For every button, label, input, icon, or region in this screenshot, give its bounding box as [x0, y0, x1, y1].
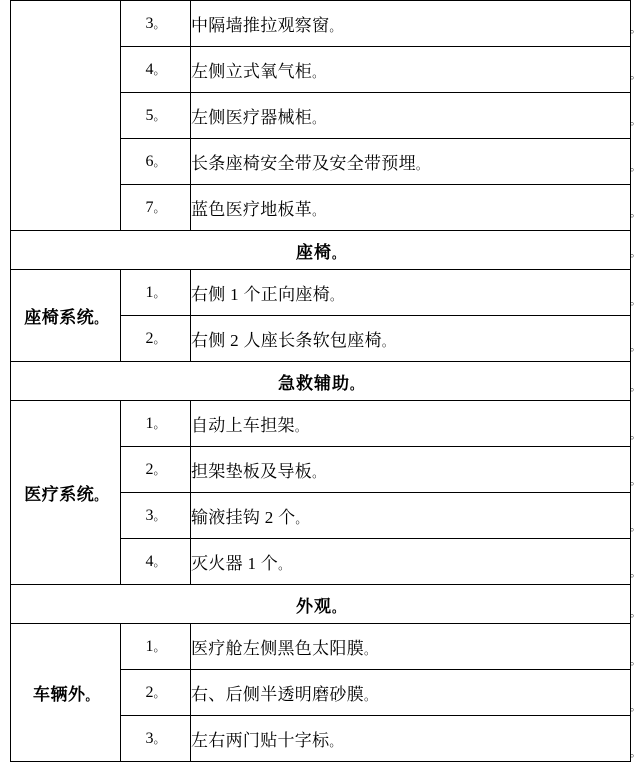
row-number: 4 。 [121, 539, 191, 585]
edge-mark: 。 [630, 429, 641, 441]
row-number: 3 。 [121, 716, 191, 762]
section-header-row [11, 585, 631, 624]
edge-mark: 。 [630, 607, 641, 619]
edge-mark: 。 [630, 115, 641, 127]
row-description: 中隔墙推拉观察窗 。 [191, 1, 631, 47]
row-description: 右侧 1 个正向座椅 。 [191, 270, 631, 316]
edge-mark: 。 [630, 747, 641, 759]
row-number: 3 。 [121, 1, 191, 47]
row-description: 右侧 2 人座长条软包座椅 。 [191, 316, 631, 362]
edge-mark: 。 [630, 655, 641, 667]
specification-table [10, 0, 631, 762]
section-header-appearance: 外观 。 [11, 585, 631, 624]
row-description: 左侧医疗器械柜 。 [191, 93, 631, 139]
section-header-row [11, 231, 631, 270]
edge-mark: 。 [630, 247, 641, 259]
row-number: 5 。 [121, 93, 191, 139]
row-number: 2 。 [121, 447, 191, 493]
edge-mark: 。 [630, 69, 641, 81]
edge-mark: 。 [630, 23, 641, 35]
row-number: 1 。 [121, 624, 191, 670]
row-description: 自动上车担架 。 [191, 401, 631, 447]
row-description: 右、后侧半透明磨砂膜 。 [191, 670, 631, 716]
row-number: 4 。 [121, 47, 191, 93]
row-description: 左右两门贴十字标 。 [191, 716, 631, 762]
edge-mark: 。 [630, 161, 641, 173]
section-header-emergency-aid: 急救辅助 。 [11, 362, 631, 401]
edge-mark: 。 [630, 567, 641, 579]
table-row [11, 401, 631, 447]
row-description: 医疗舱左侧黑色太阳膜 。 [191, 624, 631, 670]
edge-mark: 。 [630, 701, 641, 713]
row-description: 灭火器 1 个 。 [191, 539, 631, 585]
edge-mark: 。 [630, 341, 641, 353]
category-cell-seat-system: 座椅系统 。 [11, 270, 121, 362]
category-cell-continued [11, 1, 121, 231]
row-description: 长条座椅安全带及安全带预埋 。 [191, 139, 631, 185]
row-number: 2 。 [121, 670, 191, 716]
table-row [11, 1, 631, 47]
row-number: 1 。 [121, 401, 191, 447]
edge-mark: 。 [630, 295, 641, 307]
row-number: 3 。 [121, 493, 191, 539]
category-cell-medical-system: 医疗系统 。 [11, 401, 121, 585]
row-number: 7 。 [121, 185, 191, 231]
row-number: 1 。 [121, 270, 191, 316]
row-description: 左侧立式氧气柜 。 [191, 47, 631, 93]
table-row [11, 624, 631, 670]
row-description: 输液挂钩 2 个 。 [191, 493, 631, 539]
row-description: 蓝色医疗地板革 。 [191, 185, 631, 231]
page-edge-marks [631, 0, 641, 779]
edge-mark: 。 [630, 207, 641, 219]
section-header-row [11, 362, 631, 401]
section-header-seats: 座椅 。 [11, 231, 631, 270]
table-row [11, 270, 631, 316]
edge-mark: 。 [630, 475, 641, 487]
edge-mark: 。 [630, 521, 641, 533]
row-number: 6 。 [121, 139, 191, 185]
row-number: 2 。 [121, 316, 191, 362]
table-body [11, 1, 631, 762]
category-cell-vehicle-exterior: 车辆外 。 [11, 624, 121, 762]
row-description: 担架垫板及导板 。 [191, 447, 631, 493]
edge-mark: 。 [630, 381, 641, 393]
